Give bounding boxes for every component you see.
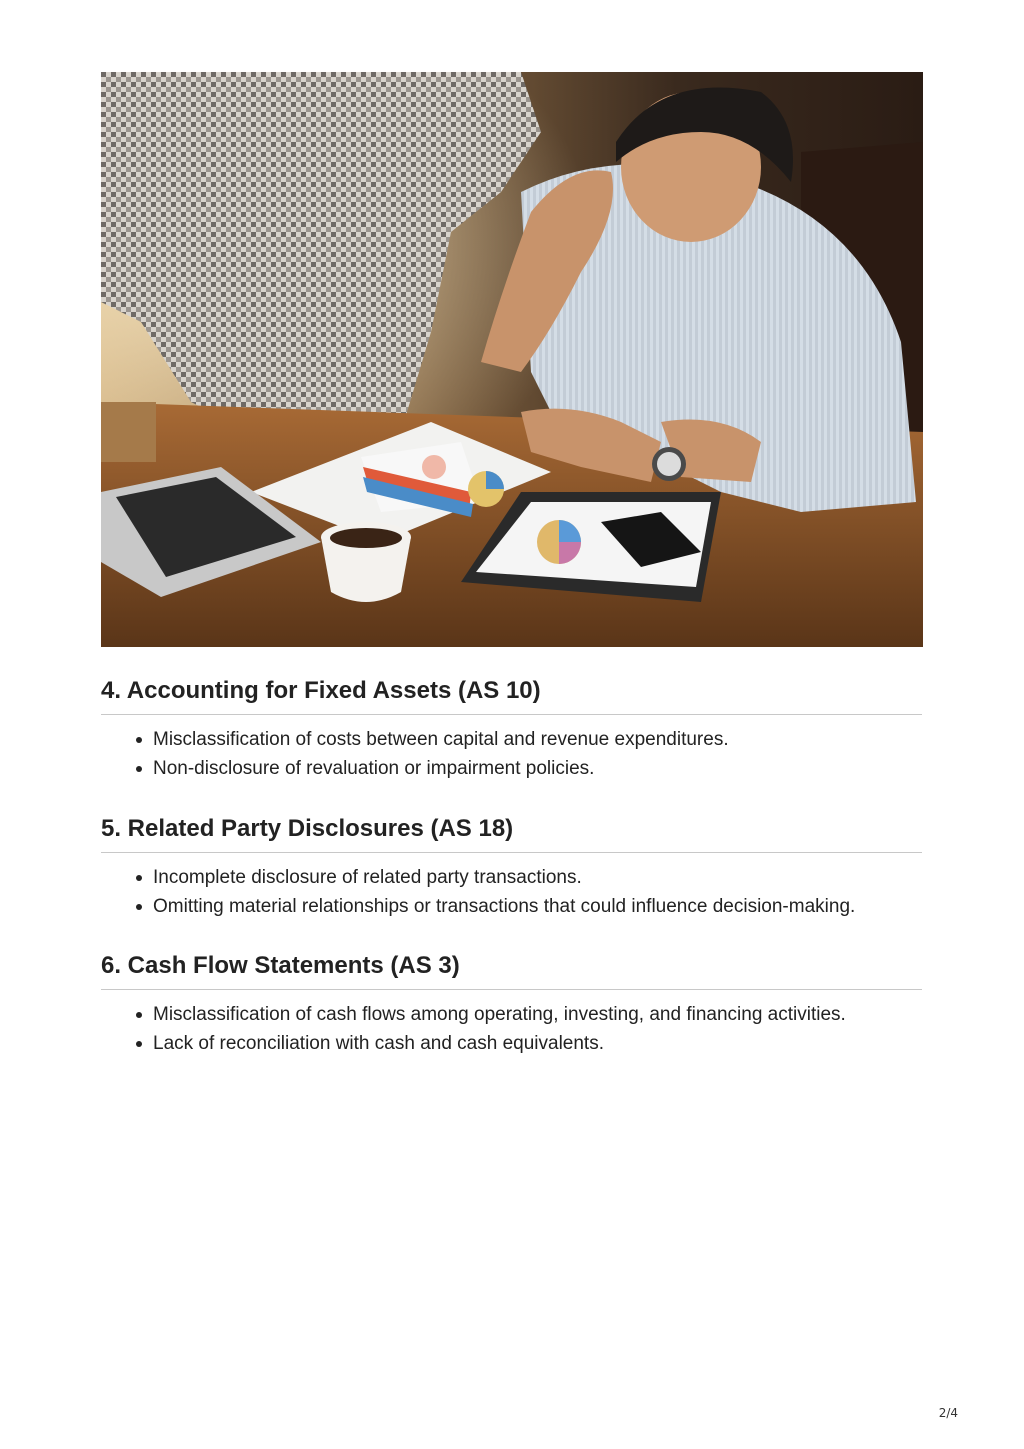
list-item: Omitting material relationships or transactions that could influence decision-making. [153,892,922,921]
bullet-list [101,725,922,783]
list-item: Misclassification of cash flows among operating, investing, and financing activities. [153,1000,922,1029]
section-cash-flow [101,951,922,1058]
list-item: Non-disclosure of revaluation or impairment policies. [153,754,922,783]
bullet-list [101,1000,922,1058]
section-heading: 4. Accounting for Fixed Assets (AS 10) [101,676,922,715]
list-item: Lack of reconciliation with cash and cash equivalents. [153,1029,922,1058]
office-stress-photo [101,72,923,647]
section-related-party [101,814,922,921]
list-item: Misclassification of costs between capital and revenue expenditures. [153,725,922,754]
bullet-list [101,863,922,921]
page-number: 2/4 [938,1406,958,1420]
section-fixed-assets [101,676,922,783]
list-item: Incomplete disclosure of related party transactions. [153,863,922,892]
section-heading: 5. Related Party Disclosures (AS 18) [101,814,922,853]
section-heading: 6. Cash Flow Statements (AS 3) [101,951,922,990]
